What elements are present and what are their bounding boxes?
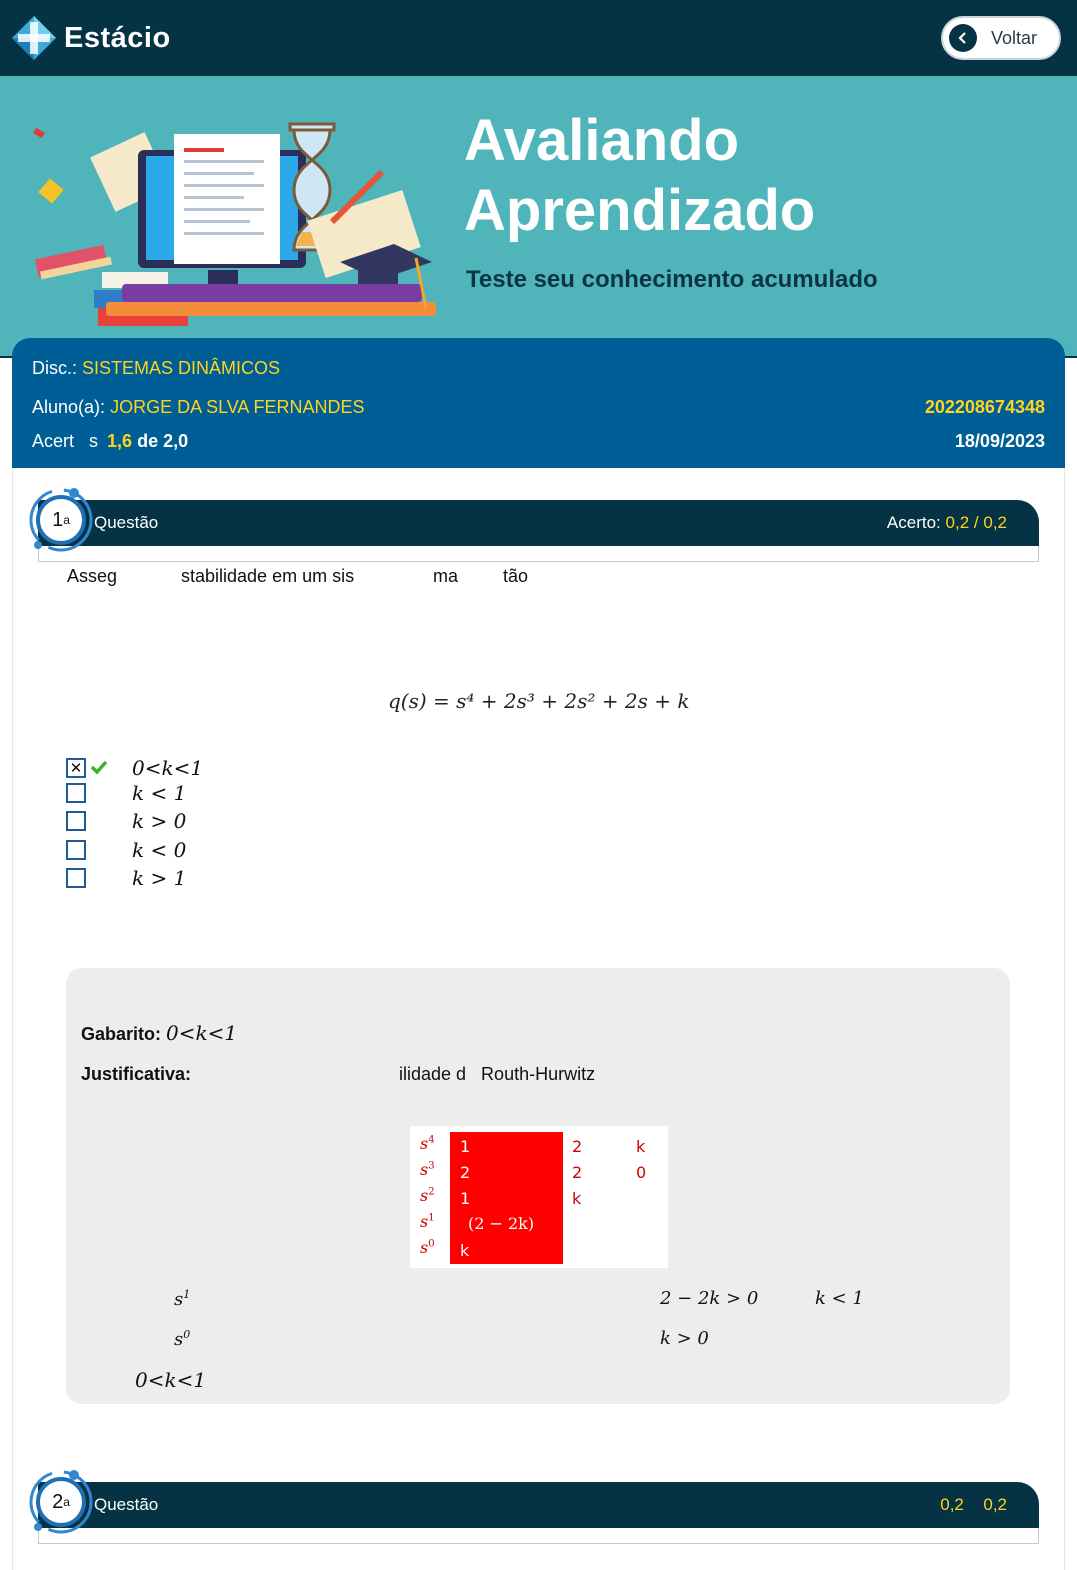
question-1-score-max: 0,2 bbox=[983, 513, 1007, 532]
option-3-checkbox[interactable] bbox=[66, 811, 86, 831]
option-1-checkbox[interactable]: ✕ bbox=[66, 758, 86, 778]
routh-cell: 1 bbox=[460, 1137, 471, 1156]
study-illustration bbox=[22, 112, 442, 336]
option-3-text: k > 0 bbox=[132, 809, 187, 833]
routh-cell: k bbox=[572, 1189, 582, 1208]
question-2-ordinal: a bbox=[63, 1495, 70, 1509]
discipline-row bbox=[32, 358, 280, 379]
estacio-logo-icon bbox=[10, 14, 58, 62]
routh-table bbox=[410, 1126, 668, 1268]
option-4[interactable] bbox=[66, 838, 187, 862]
top-bar bbox=[0, 0, 1077, 76]
condition-s1-result: k < 1 bbox=[815, 1288, 864, 1309]
score-value: 1,6 bbox=[107, 431, 133, 451]
option-2-checkbox[interactable] bbox=[66, 783, 86, 803]
condition-s1-symbol: $s^1$ bbox=[174, 1288, 191, 1310]
gabarito-value: 0<k<1 bbox=[166, 1021, 238, 1045]
routh-cell: k bbox=[460, 1241, 470, 1260]
exam-date: 18/09/2023 bbox=[954, 431, 1045, 451]
option-1-text: 0<k<1 bbox=[132, 756, 204, 780]
question-2-underline bbox=[38, 1528, 1039, 1544]
question-1-number bbox=[36, 495, 86, 545]
justificativa-text: ilidade d Routh-Hurwitz bbox=[399, 1064, 596, 1084]
option-4-text: k < 0 bbox=[132, 838, 187, 862]
brand-name: Estácio bbox=[64, 21, 171, 54]
routh-cell: (2 − 2k) bbox=[468, 1214, 535, 1233]
question-2-score-max: 0,2 bbox=[983, 1495, 1007, 1514]
question-1-ordinal: a bbox=[63, 513, 70, 527]
routh-cell: 0 bbox=[636, 1163, 647, 1182]
score-row bbox=[32, 431, 188, 452]
routh-cell: 2 bbox=[460, 1163, 471, 1182]
estacio-logo[interactable] bbox=[10, 14, 171, 62]
hero-title-line1: Avaliando bbox=[464, 108, 740, 173]
question-2-badge bbox=[28, 1469, 94, 1535]
back-button[interactable] bbox=[941, 16, 1061, 60]
option-1[interactable] bbox=[66, 756, 204, 780]
student-row bbox=[32, 397, 364, 418]
hero-title bbox=[464, 106, 815, 246]
routh-row-s3: $s^3$ bbox=[420, 1160, 435, 1179]
question-1-text-part: Asseg bbox=[67, 566, 118, 586]
question-1-label: Questão bbox=[94, 513, 159, 532]
condition-final: 0<k<1 bbox=[135, 1368, 207, 1392]
condition-s1-inequality: 2 − 2k > 0 bbox=[660, 1288, 759, 1309]
question-2-number bbox=[36, 1477, 86, 1527]
justificativa-label: Justificativa: bbox=[81, 1064, 192, 1084]
question-1-score-sep: / bbox=[973, 513, 979, 532]
routh-row-s0: $s^0$ bbox=[420, 1238, 435, 1257]
option-3[interactable] bbox=[66, 809, 187, 833]
hero-banner bbox=[0, 76, 1077, 358]
question-2-score bbox=[940, 1495, 1007, 1515]
routh-cell: 2 bbox=[572, 1163, 583, 1182]
question-2-number-text: 2 bbox=[52, 1490, 64, 1513]
question-1-score-label: Acerto: bbox=[886, 513, 941, 532]
score-total: de 2,0 bbox=[137, 431, 189, 451]
question-1-score bbox=[887, 513, 1007, 533]
option-4-checkbox[interactable] bbox=[66, 840, 86, 860]
option-5-checkbox[interactable] bbox=[66, 868, 86, 888]
question-1-text-part: stabilidade em um sis bbox=[181, 566, 355, 586]
hero-title-line2: Aprendizado bbox=[464, 178, 816, 243]
discipline-value: SISTEMAS DINÂMICOS bbox=[82, 358, 281, 378]
question-2-label: Questão bbox=[94, 1495, 159, 1514]
question-2-score-value: 0,2 bbox=[940, 1495, 964, 1514]
gabarito bbox=[81, 1021, 237, 1045]
routh-row-s2: $s^2$ bbox=[420, 1186, 435, 1205]
routh-cell: 1 bbox=[460, 1189, 471, 1208]
question-1-formula: q(s) = s⁴ + 2s³ + 2s² + 2s + k bbox=[388, 689, 690, 713]
question-1-text-part: tão bbox=[503, 566, 529, 586]
option-2-text: k < 1 bbox=[132, 781, 187, 805]
option-2[interactable] bbox=[66, 781, 187, 805]
question-2-header bbox=[38, 1482, 1039, 1528]
question-1-number-text: 1 bbox=[52, 508, 64, 531]
score-label: Acert s bbox=[32, 431, 99, 451]
back-button-label: Voltar bbox=[991, 27, 1038, 48]
exam-info-panel bbox=[12, 338, 1065, 468]
condition-s0-inequality: k > 0 bbox=[660, 1328, 709, 1349]
question-1-underline bbox=[38, 546, 1039, 562]
option-5[interactable] bbox=[66, 866, 187, 890]
student-label: Aluno(a): bbox=[32, 397, 106, 417]
gabarito-label: Gabarito: bbox=[81, 1024, 162, 1044]
correct-check-icon bbox=[90, 758, 108, 776]
discipline-label: Disc.: bbox=[32, 358, 77, 378]
matricula: 202208674348 bbox=[924, 397, 1045, 417]
routh-row-s1: $s^1$ bbox=[420, 1212, 435, 1231]
hero-subtitle: Teste seu conhecimento acumulado bbox=[466, 266, 878, 293]
question-1-score-value: 0,2 bbox=[945, 513, 970, 532]
student-name: JORGE DA SLVA FERNANDES bbox=[110, 397, 365, 417]
condition-s0-symbol: $s^0$ bbox=[174, 1328, 191, 1350]
option-5-text: k > 1 bbox=[132, 866, 187, 890]
question-1-badge bbox=[28, 487, 94, 553]
question-1-header bbox=[38, 500, 1039, 546]
routh-cell: 2 bbox=[572, 1137, 583, 1156]
routh-row-s4: $s^4$ bbox=[420, 1134, 435, 1153]
question-1-text-part: ma bbox=[433, 566, 459, 586]
chevron-left-icon bbox=[949, 24, 977, 52]
routh-cell: k bbox=[636, 1137, 646, 1156]
